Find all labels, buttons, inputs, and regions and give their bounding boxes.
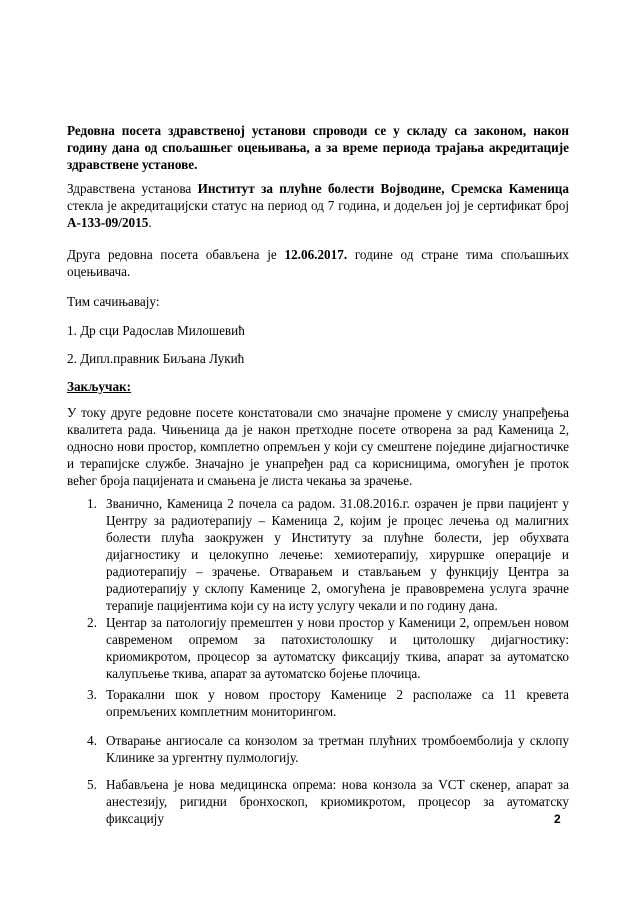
visit-paragraph [67,246,569,280]
list-item-text: Центар за патологију премештен у нови простор у Каменици 2, опремљен новом савременом опремом за патохистолошку и цитолошку дијагностику: криомикротом, процесор за аутоматску фиксацију ткива, апарат за аутоматско калупљење ткива, апарат за аутоматско бојење плочица. [106,615,569,681]
list-item-text: Набављена је нова медицинска опрема: нова конзола за VCT скенер, апарат за анестезију, ригидни бронхоскоп, криомикротом, процесор за аутоматску фиксацију [106,777,569,826]
list-item-text: Отварање ангиосале са конзолом за третман плућних тромбоемболија у склопу Клинике за ургентну пулмологију. [106,733,569,765]
team-member-1: 1. Др сци Радослав Милошевић [67,323,245,338]
institution-prefix: Здравствена установа [67,181,198,196]
intro-paragraph [67,122,569,173]
conclusion-heading: Закључак: [67,379,132,394]
institution-name: Институт за плућне болести Војводине, Сремска Каменица [197,181,569,196]
conclusion-paragraph: У току друге редовне посете констатовали смо значајне промене у смислу унапређења квалитета рада. Чињеница да је након претходне посете отворена за рад Каменица 2, односно нови простор, комплетно опремљен у који су смештене поједине дијагностичке и терапијске службе. Значајно је унапређен рад са корисницима, омогућен је проток већег броја пацијената и смањена је листа чекања за зрачење. [67,405,569,488]
institution-paragraph [67,180,569,231]
list-item-number: 4. [87,733,97,748]
certificate-number: А-133-09/2015 [67,215,149,230]
team-heading: Тим сачињавају: [67,294,160,309]
list-item-number: 5. [87,777,97,792]
list-item-number: 3. [87,687,97,702]
institution-suffix: . [148,215,152,230]
list-item-number: 2. [87,615,97,630]
visit-date: 12.06.2017. [284,247,348,262]
page-number: 2 [554,812,561,826]
list-item-text: Торакални шок у новом простору Каменице 2 располаже са 11 кревета опремљених комплетним мониторингом. [106,687,569,719]
visit-suffix: године од стране тима спољашњих оцењивача. [67,247,569,279]
intro-text: Редовна посета здравственој установи спроводи се у складу са законом, након годину дана од спољашњег оцењивања, а за време периода трајања акредитације здравствене установе. [67,123,569,172]
institution-middle: стекла је акредитацијски статус на период од 7 година, и додељен јој је сертификат број [67,198,569,213]
visit-prefix: Друга редовна посета обављена је [67,247,285,262]
team-member-2: 2. Дипл.правник Биљана Лукић [67,351,245,366]
list-item-number: 1. [87,496,97,511]
list-item-text: Званично, Каменица 2 почела са радом. 31.08.2016.г. озрачен је први пацијент у Центру за радиотерапију – Каменица 2, којим је процес лечења од малигних болести плућа заокружен у Институту за плућне болести, јер обухвата дијагностику и целокупно лечење: хемиотерапију, хируршке операције и радиотерапију – зрачење. Отварањем и стављањем у функцију Центра за радиотерапију у склопу Каменице 2, омогућена је правовремена услуга зрачне терапије пацијентима који су на исту услугу чекали и по годину дана. [106,496,569,613]
